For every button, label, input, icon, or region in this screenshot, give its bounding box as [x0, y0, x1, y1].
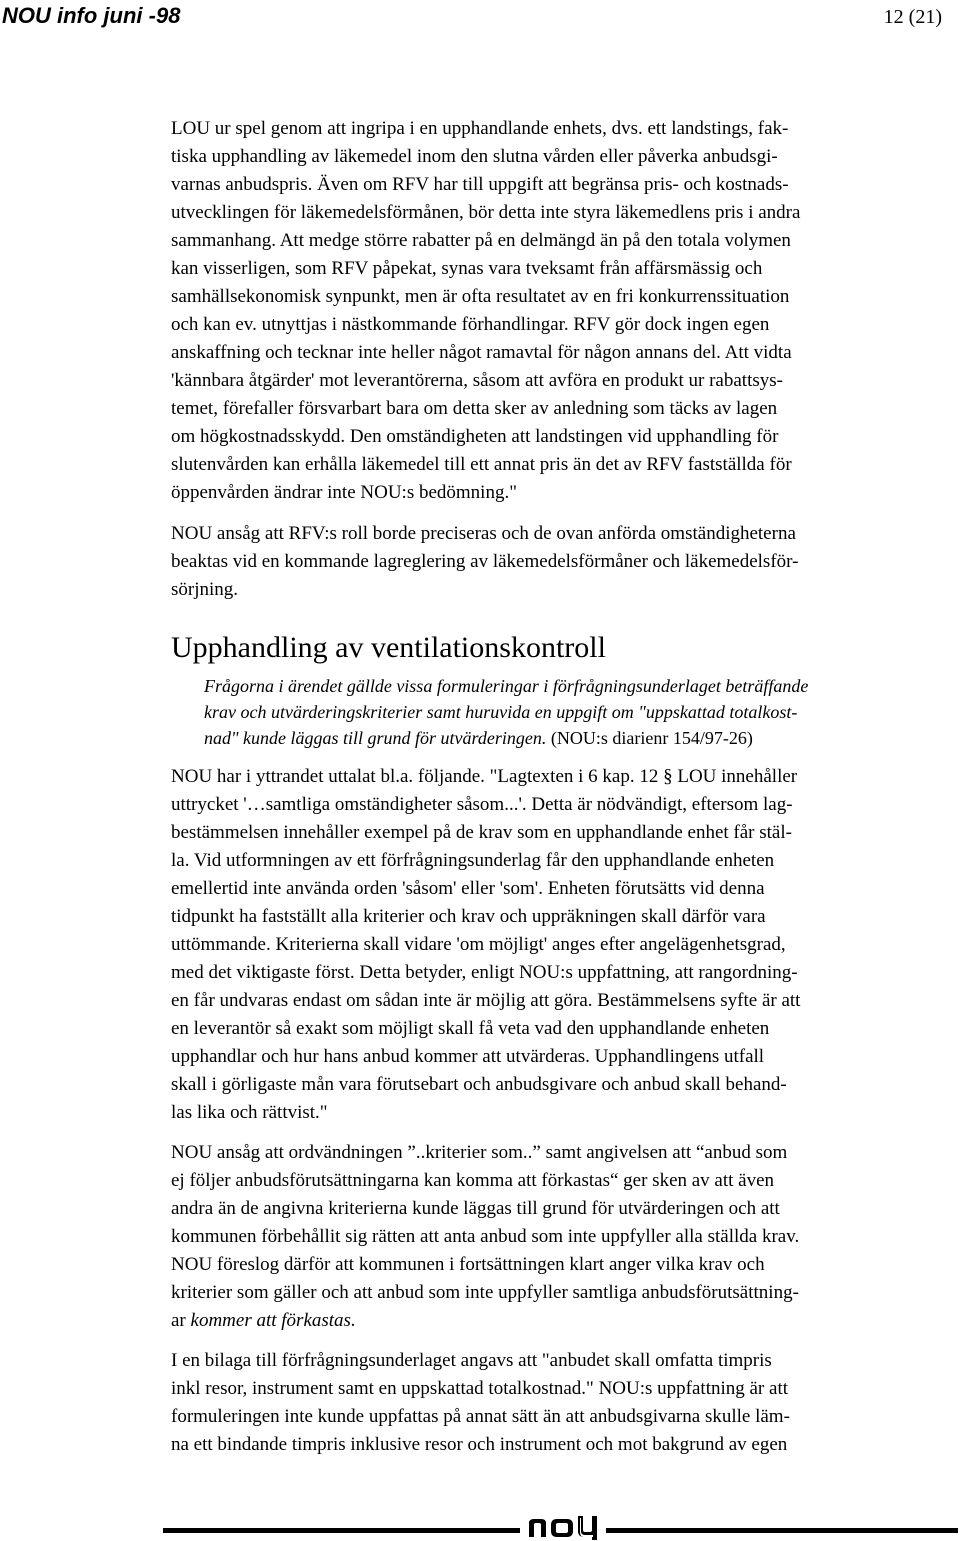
text-line: sammanhang. Att medge större rabatter på en delmängd än på den totala volymen	[171, 230, 791, 251]
text-line: uttömmande. Kriterierna skall vidare 'om möjligt' anges efter angelägenhetsgrad,	[171, 934, 786, 955]
text-line: om högkostnadsskydd. Den omständigheten att landstingen vid upphandling för	[171, 426, 779, 447]
summary-line	[204, 727, 753, 749]
text-line: uttrycket '…samtliga omständigheter såsom...'. Detta är nödvändigt, eftersom lag-	[171, 794, 793, 815]
footer-rule-left	[163, 1528, 520, 1533]
text-line	[171, 1309, 356, 1333]
text-line: formuleringen inte kunde uppfattas på annat sätt än att anbudsgivarna skulle läm-	[171, 1406, 790, 1427]
text-line: med det viktigaste först. Detta betyder, enligt NOU:s uppfattning, att rangordning-	[171, 962, 798, 983]
nou-logo	[527, 1515, 603, 1541]
page-number: 12 (21)	[883, 6, 942, 28]
text-line: kriterier som gäller och att anbud som inte uppfyller samtliga anbudsförutsättning-	[171, 1282, 799, 1303]
footer-rule-right	[606, 1528, 958, 1533]
text-line: inkl resor, instrument samt en uppskattad totalkostnad." NOU:s uppfattning är att	[171, 1378, 788, 1399]
text-line: tiska upphandling av läkemedel inom den slutna vården eller påverka anbudsgi-	[171, 146, 778, 167]
text-line: sörjning.	[171, 579, 239, 600]
summary-line: Frågorna i ärendet gällde vissa formuleringar i förfrågningsunderlaget beträffande	[204, 676, 809, 696]
text-line: andra än de angivna kriterierna kunde läggas till grund för utvärderingen och att	[171, 1198, 780, 1219]
text-line: upphandlar och hur hans anbud kommer att utvärderas. Upphandlingens utfall	[171, 1046, 765, 1067]
summary-text: nad" kunde läggas till grund för utvärderingen.	[204, 728, 547, 748]
text-line: temet, förefaller försvarbart bara om detta sker av anledning som täcks av lagen	[171, 398, 778, 419]
text-line: en får undvaras endast om sådan inte är möjlig att göra. Bestämmelsens syfte är att	[171, 990, 801, 1011]
text-line: varnas anbudspris. Även om RFV har till uppgift att begränsa pris- och kostnads-	[171, 174, 789, 195]
section-heading: Upphandling av ventilationskontroll	[171, 631, 606, 664]
text-line: NOU ansåg att RFV:s roll borde preciseras och de ovan anförda omständigheterna	[171, 523, 796, 544]
text-line: bestämmelsen innehåller exempel på de krav som en upphandlande enhet får stäl-	[171, 822, 792, 843]
text-line: anskaffning och tecknar inte heller något ramavtal för någon annans del. Att vidta	[171, 342, 792, 363]
text-line: utvecklingen för läkemedelsförmånen, bör detta inte styra läkemedlens pris i andra	[171, 202, 801, 223]
text-line: emellertid inte använda orden 'såsom' eller 'som'. Enheten förutsätts vid denna	[171, 878, 765, 899]
case-reference: (NOU:s diarienr 154/97-26)	[550, 728, 753, 748]
text-line: NOU ansåg att ordvändningen ”..kriterier som..” samt angivelsen att “anbud som	[171, 1142, 788, 1163]
italic-emphasis: kommer att förkastas.	[190, 1310, 356, 1331]
text-line: slutenvården kan erhålla läkemedel till ett annat pris än det av RFV fastställda för	[171, 454, 792, 475]
summary-line: krav och utvärderingskriterier samt huruvida en uppgift om "uppskattad totalkost-	[204, 702, 798, 722]
text-line: I en bilaga till förfrågningsunderlaget angavs att "anbudet skall omfatta timpris	[171, 1350, 772, 1371]
text-line: LOU ur spel genom att ingripa i en upphandlande enhets, dvs. ett landstings, fak-	[171, 118, 789, 139]
text-line: ej följer anbudsförutsättningarna kan komma att förkastas“ ger sken av att även	[171, 1170, 775, 1191]
text-line: kan visserligen, som RFV påpekat, synas vara tveksamt från affärsmässig och	[171, 258, 763, 279]
text-fragment: ar	[171, 1310, 191, 1331]
text-line: na ett bindande timpris inklusive resor och instrument och mot bakgrund av egen	[171, 1434, 788, 1455]
text-line: en leverantör så exakt som möjligt skall få veta vad den upphandlande enheten	[171, 1018, 770, 1039]
text-line: NOU har i yttrandet uttalat bl.a. följande. "Lagtexten i 6 kap. 12 § LOU innehåller	[171, 766, 798, 787]
text-line: och kan ev. utnyttjas i nästkommande förhandlingar. RFV gör dock ingen egen	[171, 314, 770, 335]
text-line: skall i görligaste mån vara förutsebart och anbudsgivare och anbud skall behand-	[171, 1074, 787, 1095]
text-line: 'kännbara åtgärder' mot leverantörerna, såsom att avföra en produkt ur rabattsys-	[171, 370, 783, 391]
text-line: beaktas vid en kommande lagreglering av läkemedelsförmåner och läkemedelsför-	[171, 551, 799, 572]
text-line: NOU föreslog därför att kommunen i fortsättningen klart anger vilka krav och	[171, 1254, 765, 1275]
text-line: tidpunkt ha fastställt alla kriterier och krav och uppräkningen skall därför vara	[171, 906, 766, 927]
text-line: kommunen förbehållit sig rätten att anta anbud som inte uppfyller alla ställda krav.	[171, 1226, 800, 1247]
text-line: la. Vid utformningen av ett förfrågningsunderlag får den upphandlande enheten	[171, 850, 775, 871]
text-line: las lika och rättvist."	[171, 1102, 328, 1123]
text-line: samhällsekonomisk synpunkt, men är ofta resultatet av en fri konkurrenssituation	[171, 286, 790, 307]
text-line: öppenvården ändrar inte NOU:s bedömning."	[171, 482, 517, 503]
document-title: NOU info juni -98	[2, 3, 181, 28]
